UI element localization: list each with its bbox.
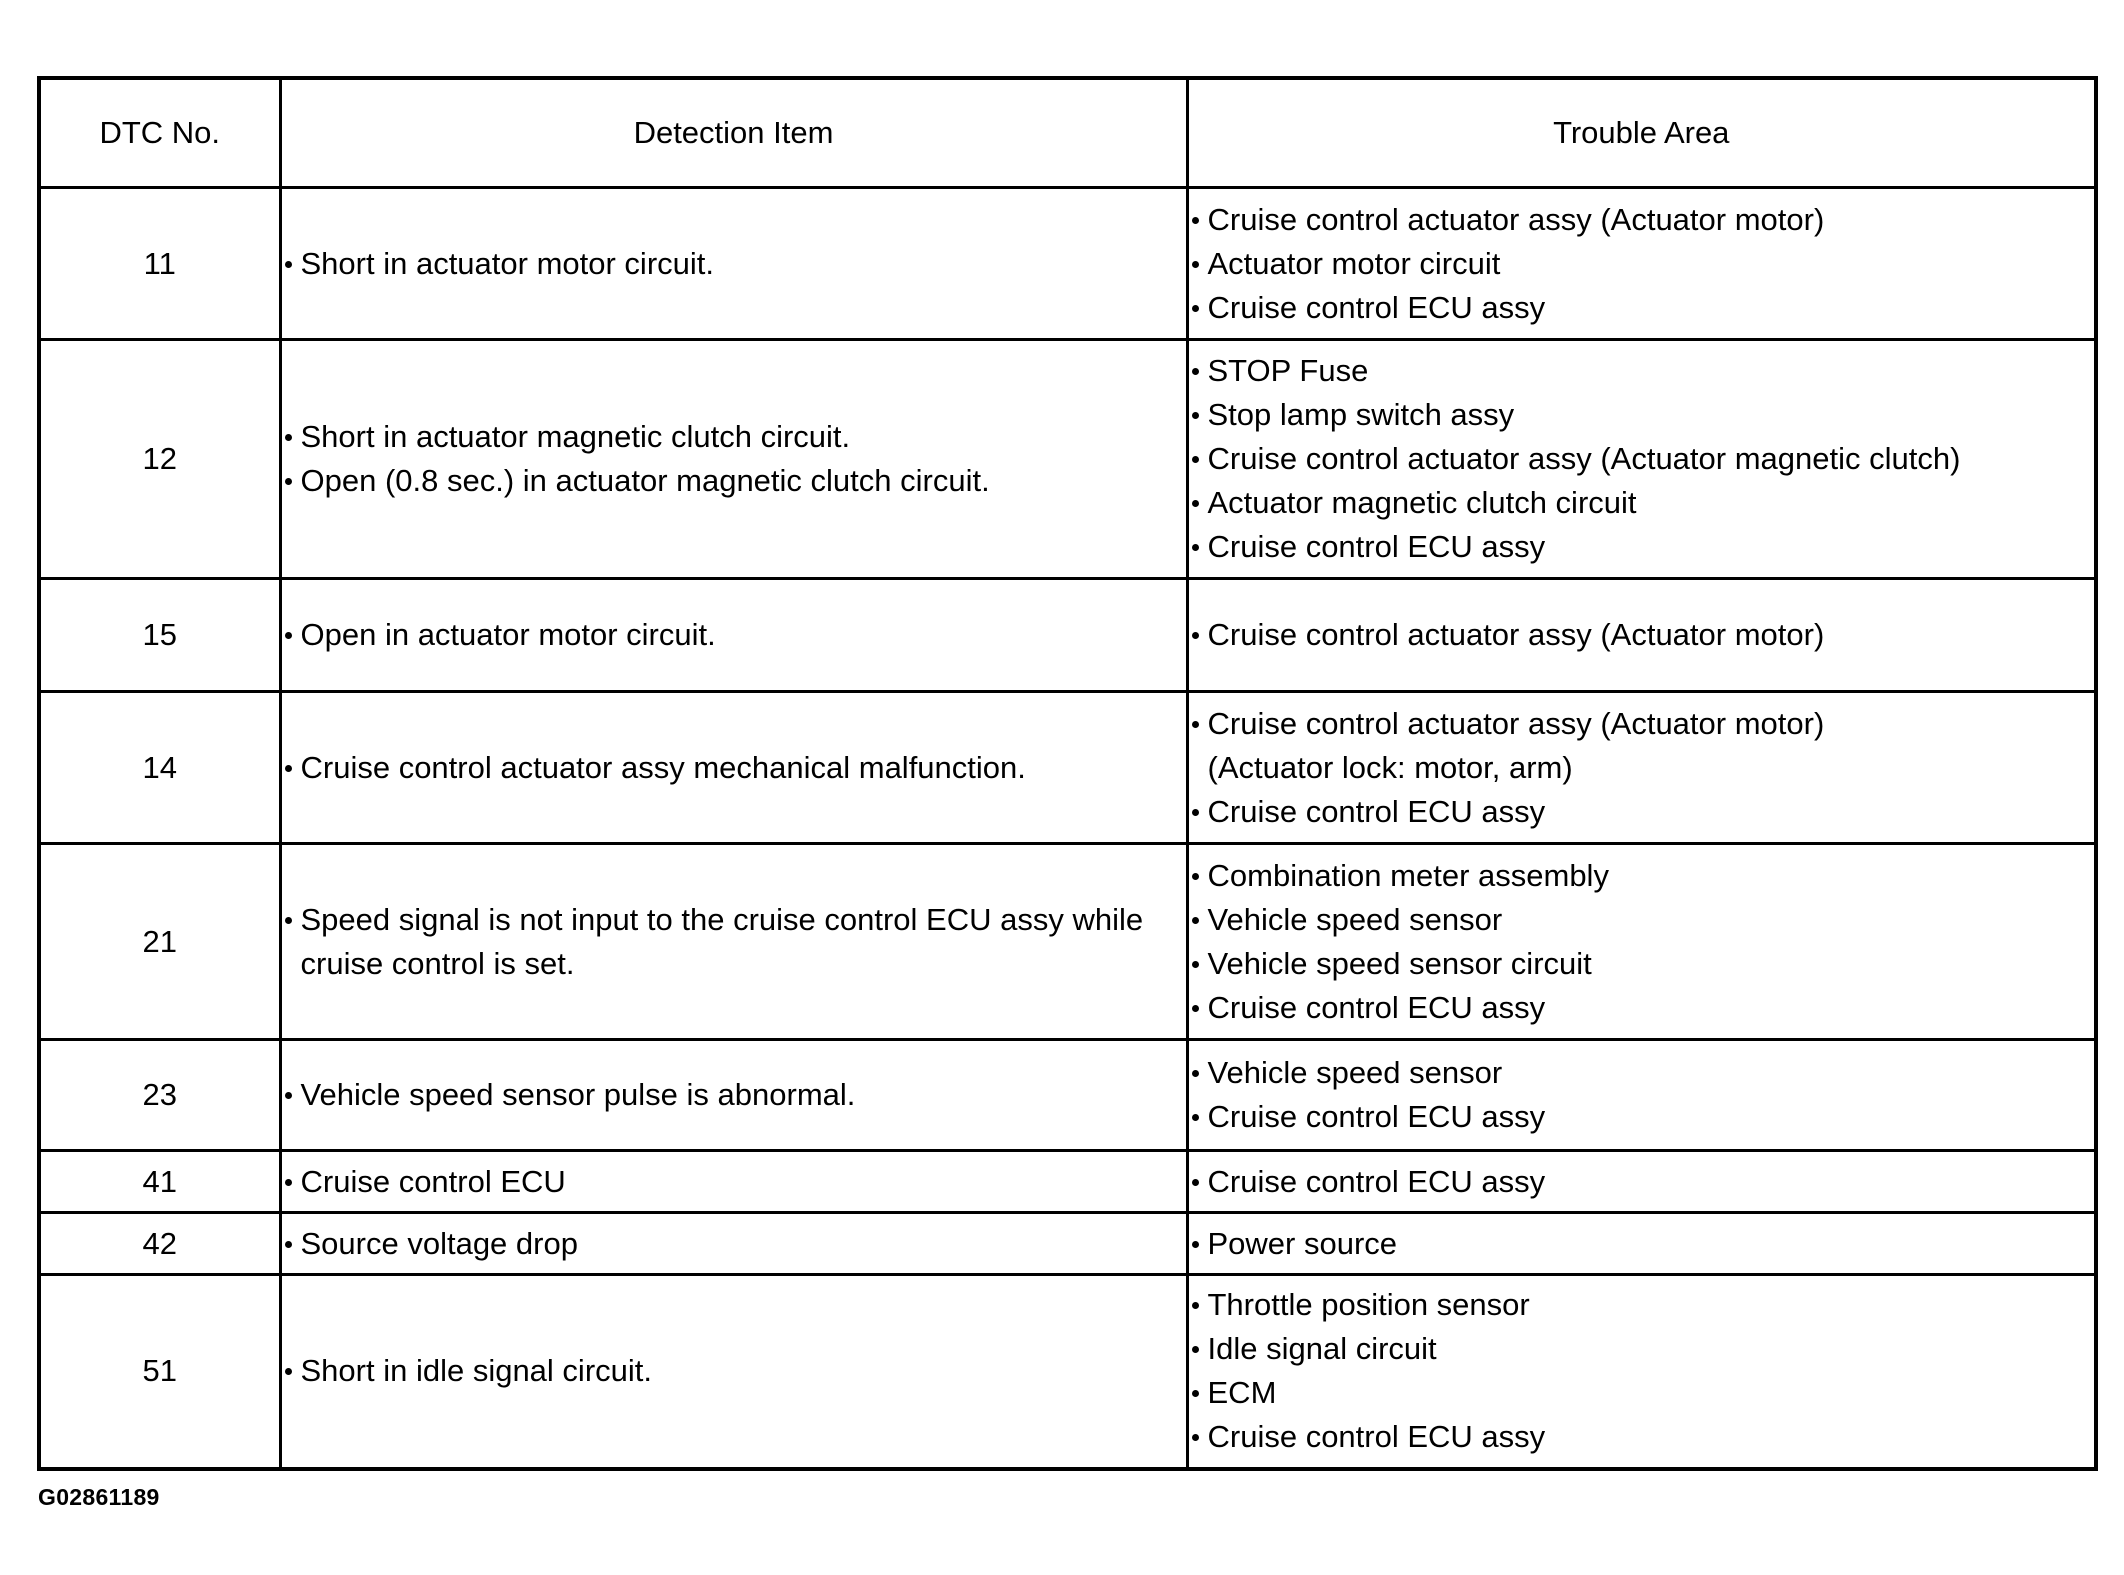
- trouble-area-item: Vehicle speed sensor: [1189, 898, 2095, 942]
- dtc-table: [37, 76, 2098, 1471]
- trouble-area-item: ECM: [1189, 1371, 2095, 1415]
- trouble-area-cell: [1187, 844, 2096, 1040]
- trouble-area-cell: [1187, 692, 2096, 844]
- trouble-area-item: STOP Fuse: [1189, 349, 2095, 393]
- detection-item: Open (0.8 sec.) in actuator magnetic clutch circuit.: [282, 459, 1186, 503]
- trouble-area-cell: [1187, 1275, 2096, 1469]
- table-row: [39, 1275, 2096, 1469]
- table-row: [39, 579, 2096, 692]
- trouble-area-item: Cruise control ECU assy: [1189, 286, 2095, 330]
- detection-item-cell: [280, 1275, 1187, 1469]
- trouble-area-item: Vehicle speed sensor circuit: [1189, 942, 2095, 986]
- table-row: [39, 340, 2096, 579]
- dtc-code: 23: [39, 1040, 280, 1151]
- detection-item: Short in idle signal circuit.: [282, 1349, 1186, 1393]
- trouble-area-item: Idle signal circuit: [1189, 1327, 2095, 1371]
- detection-item: Short in actuator motor circuit.: [282, 242, 1186, 286]
- header-detection-item: Detection Item: [280, 78, 1187, 188]
- detection-item-cell: [280, 579, 1187, 692]
- trouble-area-item: Power source: [1189, 1222, 2095, 1266]
- dtc-code: 51: [39, 1275, 280, 1469]
- trouble-area-item: Cruise control ECU assy: [1189, 790, 2095, 834]
- trouble-area-item: Cruise control ECU assy: [1189, 1095, 2095, 1139]
- trouble-area-cell: [1187, 1040, 2096, 1151]
- dtc-code: 42: [39, 1213, 280, 1275]
- dtc-code: 15: [39, 579, 280, 692]
- trouble-area-item: Actuator magnetic clutch circuit: [1189, 481, 2095, 525]
- trouble-area-item: Cruise control ECU assy: [1189, 1415, 2095, 1459]
- header-dtc-no: DTC No.: [39, 78, 280, 188]
- detection-item-cell: [280, 692, 1187, 844]
- trouble-area-item: Combination meter assembly: [1189, 854, 2095, 898]
- table-row: [39, 1213, 2096, 1275]
- trouble-area-item: Cruise control actuator assy (Actuator motor): [1189, 702, 2095, 746]
- table-row: [39, 1040, 2096, 1151]
- dtc-code: 11: [39, 188, 280, 340]
- trouble-area-item: Cruise control ECU assy: [1189, 525, 2095, 569]
- dtc-code: 41: [39, 1151, 280, 1213]
- detection-item: Source voltage drop: [282, 1222, 1186, 1266]
- trouble-area-cell: [1187, 340, 2096, 579]
- trouble-area-item: Cruise control ECU assy: [1189, 1160, 2095, 1204]
- detection-item-cell: [280, 1151, 1187, 1213]
- dtc-code: 14: [39, 692, 280, 844]
- figure-id: G02861189: [38, 1484, 160, 1510]
- trouble-area-item: Cruise control actuator assy (Actuator magnetic clutch): [1189, 437, 2095, 481]
- trouble-area-item: Throttle position sensor: [1189, 1283, 2095, 1327]
- detection-item: Cruise control actuator assy mechanical malfunction.: [282, 746, 1186, 790]
- detection-item-cell: [280, 188, 1187, 340]
- header-trouble-area: Trouble Area: [1187, 78, 2096, 188]
- trouble-area-item: Cruise control ECU assy: [1189, 986, 2095, 1030]
- table-header-row: [39, 78, 2096, 188]
- dtc-code: 21: [39, 844, 280, 1040]
- trouble-area-item: Actuator motor circuit: [1189, 242, 2095, 286]
- dtc-code: 12: [39, 340, 280, 579]
- detection-item-cell: [280, 340, 1187, 579]
- table-row: [39, 844, 2096, 1040]
- trouble-area-item: Cruise control actuator assy (Actuator motor): [1189, 198, 2095, 242]
- table-row: [39, 692, 2096, 844]
- detection-item: Open in actuator motor circuit.: [282, 613, 1186, 657]
- trouble-area-cell: [1187, 1213, 2096, 1275]
- trouble-area-item: Cruise control actuator assy (Actuator motor): [1189, 613, 2095, 657]
- trouble-area-cell: [1187, 579, 2096, 692]
- trouble-area-item-continuation: (Actuator lock: motor, arm): [1207, 749, 1573, 785]
- trouble-area-cell: [1187, 1151, 2096, 1213]
- detection-item: Vehicle speed sensor pulse is abnormal.: [282, 1073, 1186, 1117]
- detection-item-cell: [280, 1213, 1187, 1275]
- detection-item-continuation: cruise control is set.: [300, 945, 575, 981]
- table-row: [39, 1151, 2096, 1213]
- trouble-area-cell: [1187, 188, 2096, 340]
- detection-item: Cruise control ECU: [282, 1160, 1186, 1204]
- detection-item-cell: [280, 1040, 1187, 1151]
- detection-item: Short in actuator magnetic clutch circuit.: [282, 415, 1186, 459]
- trouble-area-item: Stop lamp switch assy: [1189, 393, 2095, 437]
- table-row: [39, 188, 2096, 340]
- detection-item: Speed signal is not input to the cruise control ECU assy while: [282, 898, 1186, 942]
- detection-item-cell: [280, 844, 1187, 1040]
- trouble-area-item: Vehicle speed sensor: [1189, 1051, 2095, 1095]
